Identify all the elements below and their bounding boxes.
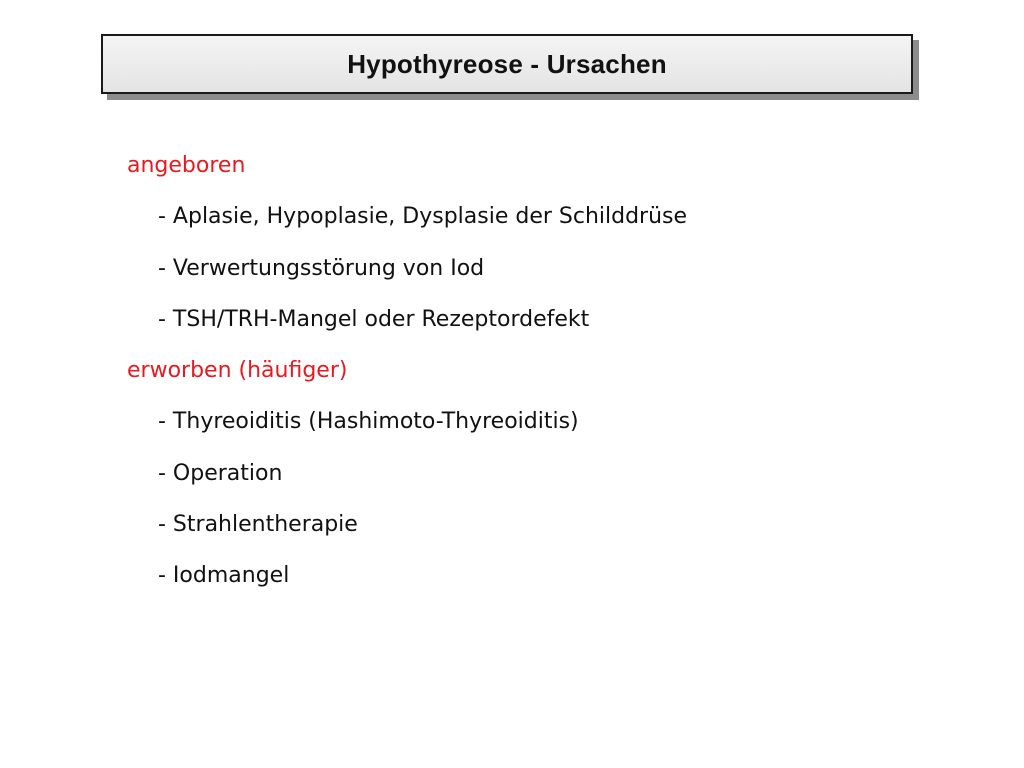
list-item: - TSH/TRH-Mangel oder Rezeptordefekt <box>158 306 590 332</box>
list-item: - Aplasie, Hypoplasie, Dysplasie der Schilddrüse <box>158 204 688 230</box>
list-item: - Iodmangel <box>158 563 290 589</box>
section-heading-congenital: angeboren <box>127 153 246 178</box>
slide-title: Hypothyreose - Ursachen <box>347 48 667 79</box>
list-item: - Operation <box>158 460 283 486</box>
list-item: - Verwertungsstörung von Iod <box>158 255 485 281</box>
list-item: - Thyreoiditis (Hashimoto-Thyreoiditis) <box>158 409 579 435</box>
slide-title-box <box>101 34 913 94</box>
list-item: - Strahlentherapie <box>158 512 358 538</box>
slide-content <box>127 140 987 602</box>
section-heading-acquired: erworben (häufiger) <box>127 358 348 384</box>
